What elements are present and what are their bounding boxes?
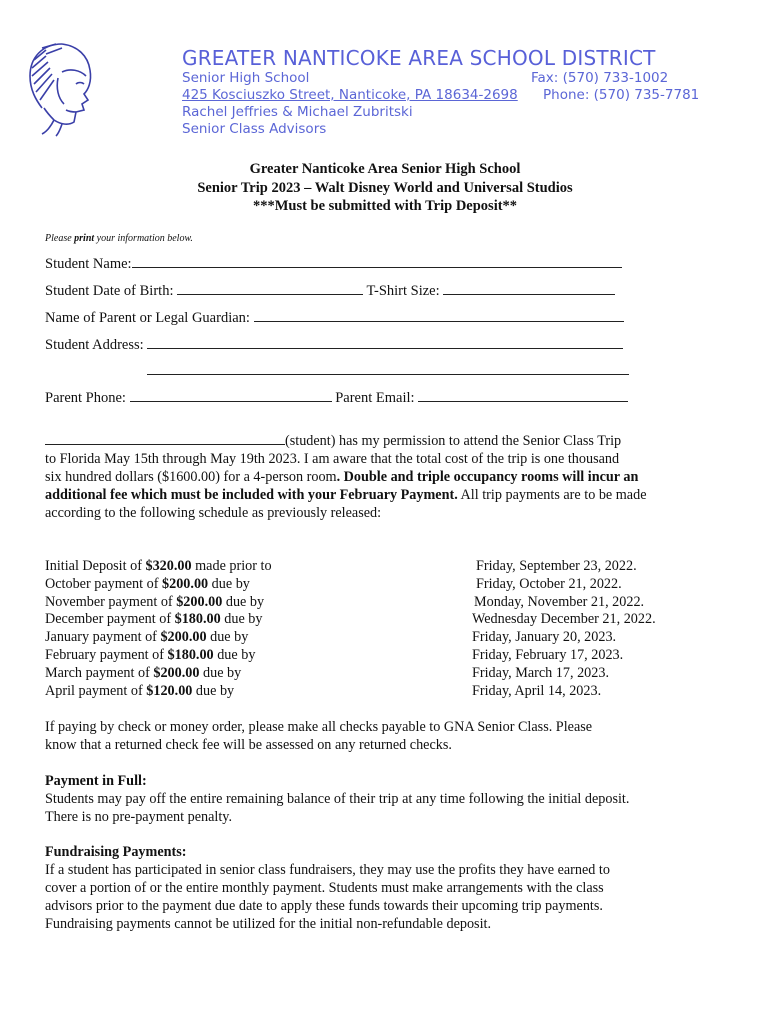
parent-name-blank[interactable] (254, 309, 624, 322)
payment-in-full-section: Payment in Full: Students may pay off the entire remaining balance of their trip at any time following the initial deposit. There is no pre-payment penalty. (45, 772, 725, 826)
tshirt-blank[interactable] (443, 282, 615, 295)
schedule-date: Friday, October 21, 2022. (476, 575, 622, 592)
schedule-date: Friday, March 17, 2023. (472, 664, 609, 681)
schedule-date: Friday, September 23, 2022. (476, 558, 637, 574)
fundraising-section: Fundraising Payments: If a student has participated in senior class fundraisers, they may use the profits they have earned to cover a portion of or the entire monthly payment. Students must make arrangements with the class advisors prior to the payment due date to apply these funds towards their upcoming trip payments. Fundraising payments cannot be utilized for the initial non-refundable deposit. (45, 843, 725, 933)
schedule-date: Monday, November 21, 2022. (474, 593, 645, 610)
school-name: Senior High School (182, 70, 310, 86)
parent-email-label: Parent Email: (335, 390, 415, 406)
student-permission-blank[interactable] (45, 432, 285, 445)
dob-field[interactable] (45, 282, 615, 300)
permission-paragraph: (student) has my permission to attend the Senior Class Trip to Florida May 15th through May 19th 2023. I am aware that the total cost of the trip is one thousand six hundred dollars ($1600.00) for a 4-person room. Double and triple occupancy rooms will incur an additional fee which must be included with your February Payment. All trip payments are to be made according to the following schedule as previously released: (45, 433, 647, 521)
student-name-field[interactable] (45, 255, 622, 273)
school-address: 425 Kosciuszko Street, Nanticoke, PA 18634-2698 (182, 87, 518, 103)
schedule-row: March payment of $200.00 due by (45, 664, 242, 681)
address-field-line-2[interactable] (147, 362, 629, 380)
title-line-2: Senior Trip 2023 – Walt Disney World and Universal Studios (197, 180, 573, 196)
dob-blank[interactable] (177, 282, 363, 295)
payment-schedule-amounts (45, 558, 272, 700)
student-name-blank[interactable] (132, 255, 622, 268)
parent-name-label: Name of Parent or Legal Guardian: (45, 310, 250, 326)
schedule-row: December payment of $180.00 due by (45, 611, 263, 628)
address-label: Student Address: (45, 337, 144, 353)
tshirt-label: T-Shirt Size: (366, 283, 440, 299)
parent-phone-label: Parent Phone: (45, 390, 126, 406)
schedule-row: January payment of $200.00 due by (45, 629, 249, 646)
fundraising-heading: Fundraising Payments: (45, 844, 187, 860)
advisors-names: Rachel Jeffries & Michael Zubritski (182, 104, 413, 120)
fax-number: Fax: (570) 733-1002 (531, 70, 669, 86)
phone-number: Phone: (570) 735-7781 (543, 87, 700, 103)
schedule-row: February payment of $180.00 due by (45, 646, 256, 663)
school-line (182, 70, 669, 87)
payment-in-full-heading: Payment in Full: (45, 773, 147, 789)
student-name-label: Student Name: (45, 256, 132, 272)
schedule-row: November payment of $200.00 due by (45, 593, 265, 610)
address-line (182, 87, 700, 104)
schedule-date: Friday, January 20, 2023. (472, 629, 617, 646)
schedule-date: Wednesday December 21, 2022. (472, 611, 656, 628)
print-instruction: Please print your information below. (45, 233, 193, 244)
payment-schedule-dates (472, 558, 656, 700)
address-blank-1[interactable] (147, 336, 623, 349)
district-name: GREATER NANTICOKE AREA SCHOOL DISTRICT (182, 46, 656, 70)
parent-email-blank[interactable] (418, 389, 628, 402)
title-line-3: ***Must be submitted with Trip Deposit** (252, 198, 518, 214)
schedule-row: April payment of $120.00 due by (45, 682, 235, 699)
parent-name-field[interactable] (45, 309, 624, 327)
schedule-date: Friday, April 14, 2023. (472, 682, 602, 699)
dob-label: Student Date of Birth: (45, 283, 174, 299)
title-line-1: Greater Nanticoke Area Senior High School (249, 161, 521, 177)
schedule-row: October payment of $200.00 due by (45, 575, 250, 592)
parent-contact-field[interactable] (45, 389, 628, 407)
schedule-row: Initial Deposit of $320.00 made prior to (45, 558, 272, 574)
trojan-head-logo (22, 38, 104, 138)
address-blank-2[interactable] (147, 362, 629, 375)
parent-phone-blank[interactable] (130, 389, 332, 402)
schedule-date: Friday, February 17, 2023. (472, 646, 624, 663)
check-note: If paying by check or money order, please make all checks payable to GNA Senior Class. Please know that a returned check fee will be assessed on any returned checks. (45, 719, 593, 753)
letterhead (182, 46, 700, 138)
address-field[interactable] (45, 336, 623, 354)
advisors-title: Senior Class Advisors (182, 121, 327, 137)
